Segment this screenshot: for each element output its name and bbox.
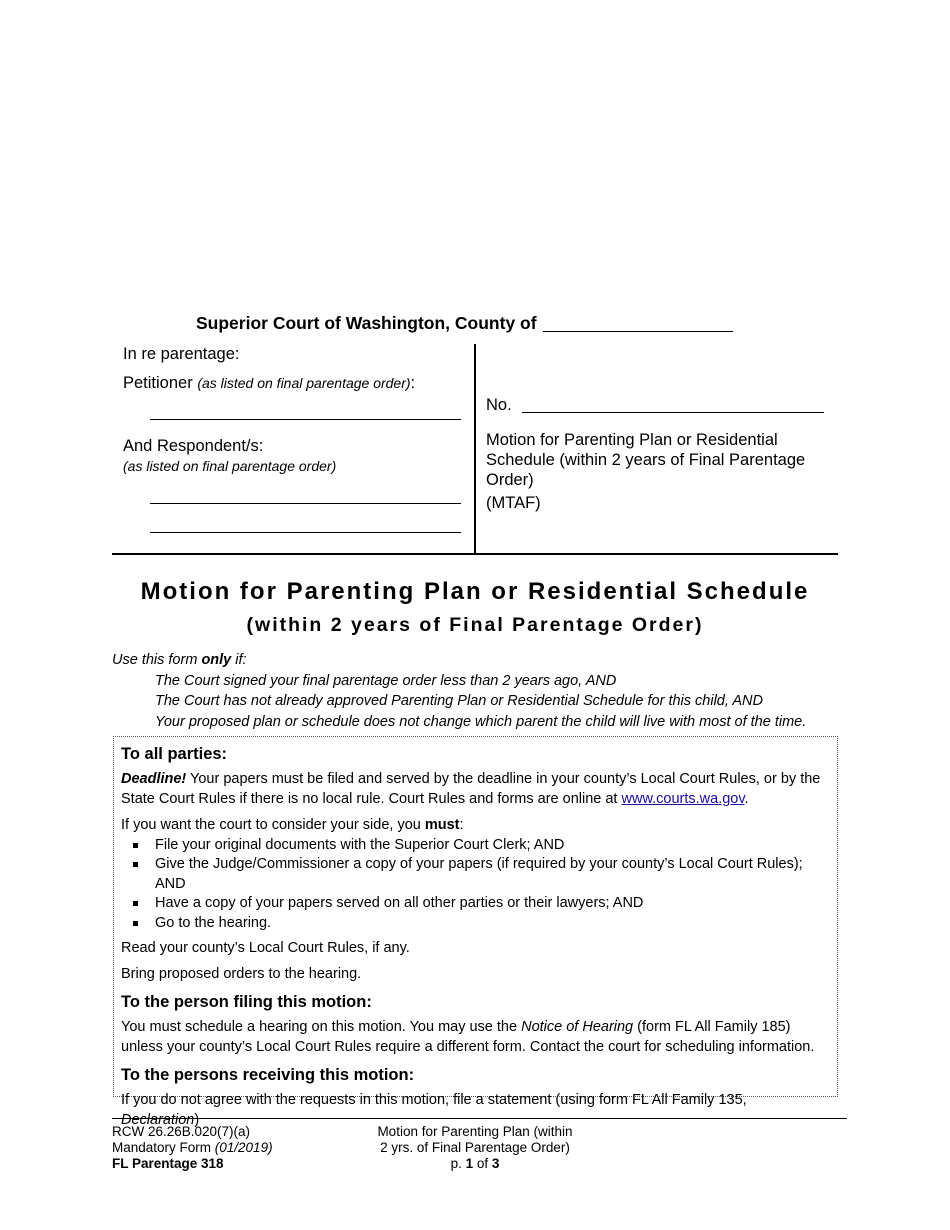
use-form-intro: Use this form only if: [112,652,247,668]
footer-left [112,1124,273,1172]
caption-divider-vertical [474,344,476,555]
county-blank-line[interactable] [543,313,733,332]
respondent-note: (as listed on final parentage order) [123,458,337,474]
read-rules-text: Read your county’s Local Court Rules, if any. [121,940,410,956]
use-form-condition: The Court has not already approved Parenting Plan or Residential Schedule for this child, AND [155,693,763,709]
bring-orders-text: Bring proposed orders to the hearing. [121,965,362,982]
list-item: Go to the hearing. [121,914,826,934]
petitioner-label: Petitioner (as listed on final parentage order): [123,374,416,392]
footer-divider [112,1118,847,1119]
document-code: (MTAF) [486,494,541,512]
footer-form-id: FL Parentage 318 [112,1156,224,1171]
respondent-name-line-2[interactable] [150,532,461,533]
filing-paragraph: You must schedule a hearing on this motion. You may use the Notice of Hearing (form FL All Family 185) unless your county’s Local Court Rules require a different form. Contact the court for scheduling information. [121,1019,815,1055]
main-subtitle: (within 2 years of Final Parentage Order) [246,614,704,636]
footer-statute: RCW 26.26B.020(7)(a) [112,1124,251,1139]
case-number-line[interactable] [522,412,824,413]
case-number-label: No. [486,396,512,414]
caption-divider-horizontal [112,553,838,555]
receiving-paragraph: If you do not agree with the requests in this motion, file a statement (using form FL All Family 135, Declaration) [121,1092,747,1128]
document-title-caption: Motion for Parenting Plan or Residential Schedule (within 2 years of Final Parentage Order) [486,431,806,489]
all-parties-heading: To all parties: [121,745,228,763]
respondent-name-line-1[interactable] [150,503,461,504]
use-form-condition: The Court signed your final parentage order less than 2 years ago, AND [155,672,617,689]
petitioner-name-line[interactable] [150,419,461,420]
courts-website-link[interactable]: www.courts.wa.gov [621,790,745,807]
use-form-instructions [112,650,806,732]
footer-form-title-line2: 2 yrs. of Final Parentage Order) [380,1140,570,1155]
list-item: File your original documents with the Superior Court Clerk; AND [121,836,826,856]
footer-form-title-line1: Motion for Parenting Plan (within [377,1124,573,1139]
footer-center [360,1124,590,1172]
use-form-condition: Your proposed plan or schedule does not change which parent the child will live with most of the time. [155,713,807,730]
filing-heading: To the person filing this motion: [121,993,372,1011]
footer-mandatory: Mandatory Form (01/2019) [112,1140,273,1155]
court-title: Superior Court of Washington, County of [196,313,733,334]
deadline-paragraph: Deadline! Your papers must be filed and served by the deadline in your county’s Local Court Rules, or by the State Court Rules if there is no local rule. Court Rules and forms are online at www.courts.wa.gov. [121,771,821,807]
list-item: Have a copy of your papers served on all other parties or their lawyers; AND [121,894,826,914]
in-re-label: In re parentage: [123,345,240,363]
petitioner-note: (as listed on final parentage order) [197,375,411,391]
respondent-label: And Respondent/s: [123,437,264,455]
footer-page-number: p. 1 of 3 [450,1156,500,1171]
receiving-heading: To the persons receiving this motion: [121,1066,415,1084]
must-paragraph: If you want the court to consider your side, you must: [121,817,464,833]
list-item: Give the Judge/Commissioner a copy of your papers (if required by your county’s Local Court Rules); AND [121,855,826,894]
must-list [121,836,826,934]
notice-box [113,736,838,1128]
main-title: Motion for Parenting Plan or Residential Schedule [140,578,810,605]
